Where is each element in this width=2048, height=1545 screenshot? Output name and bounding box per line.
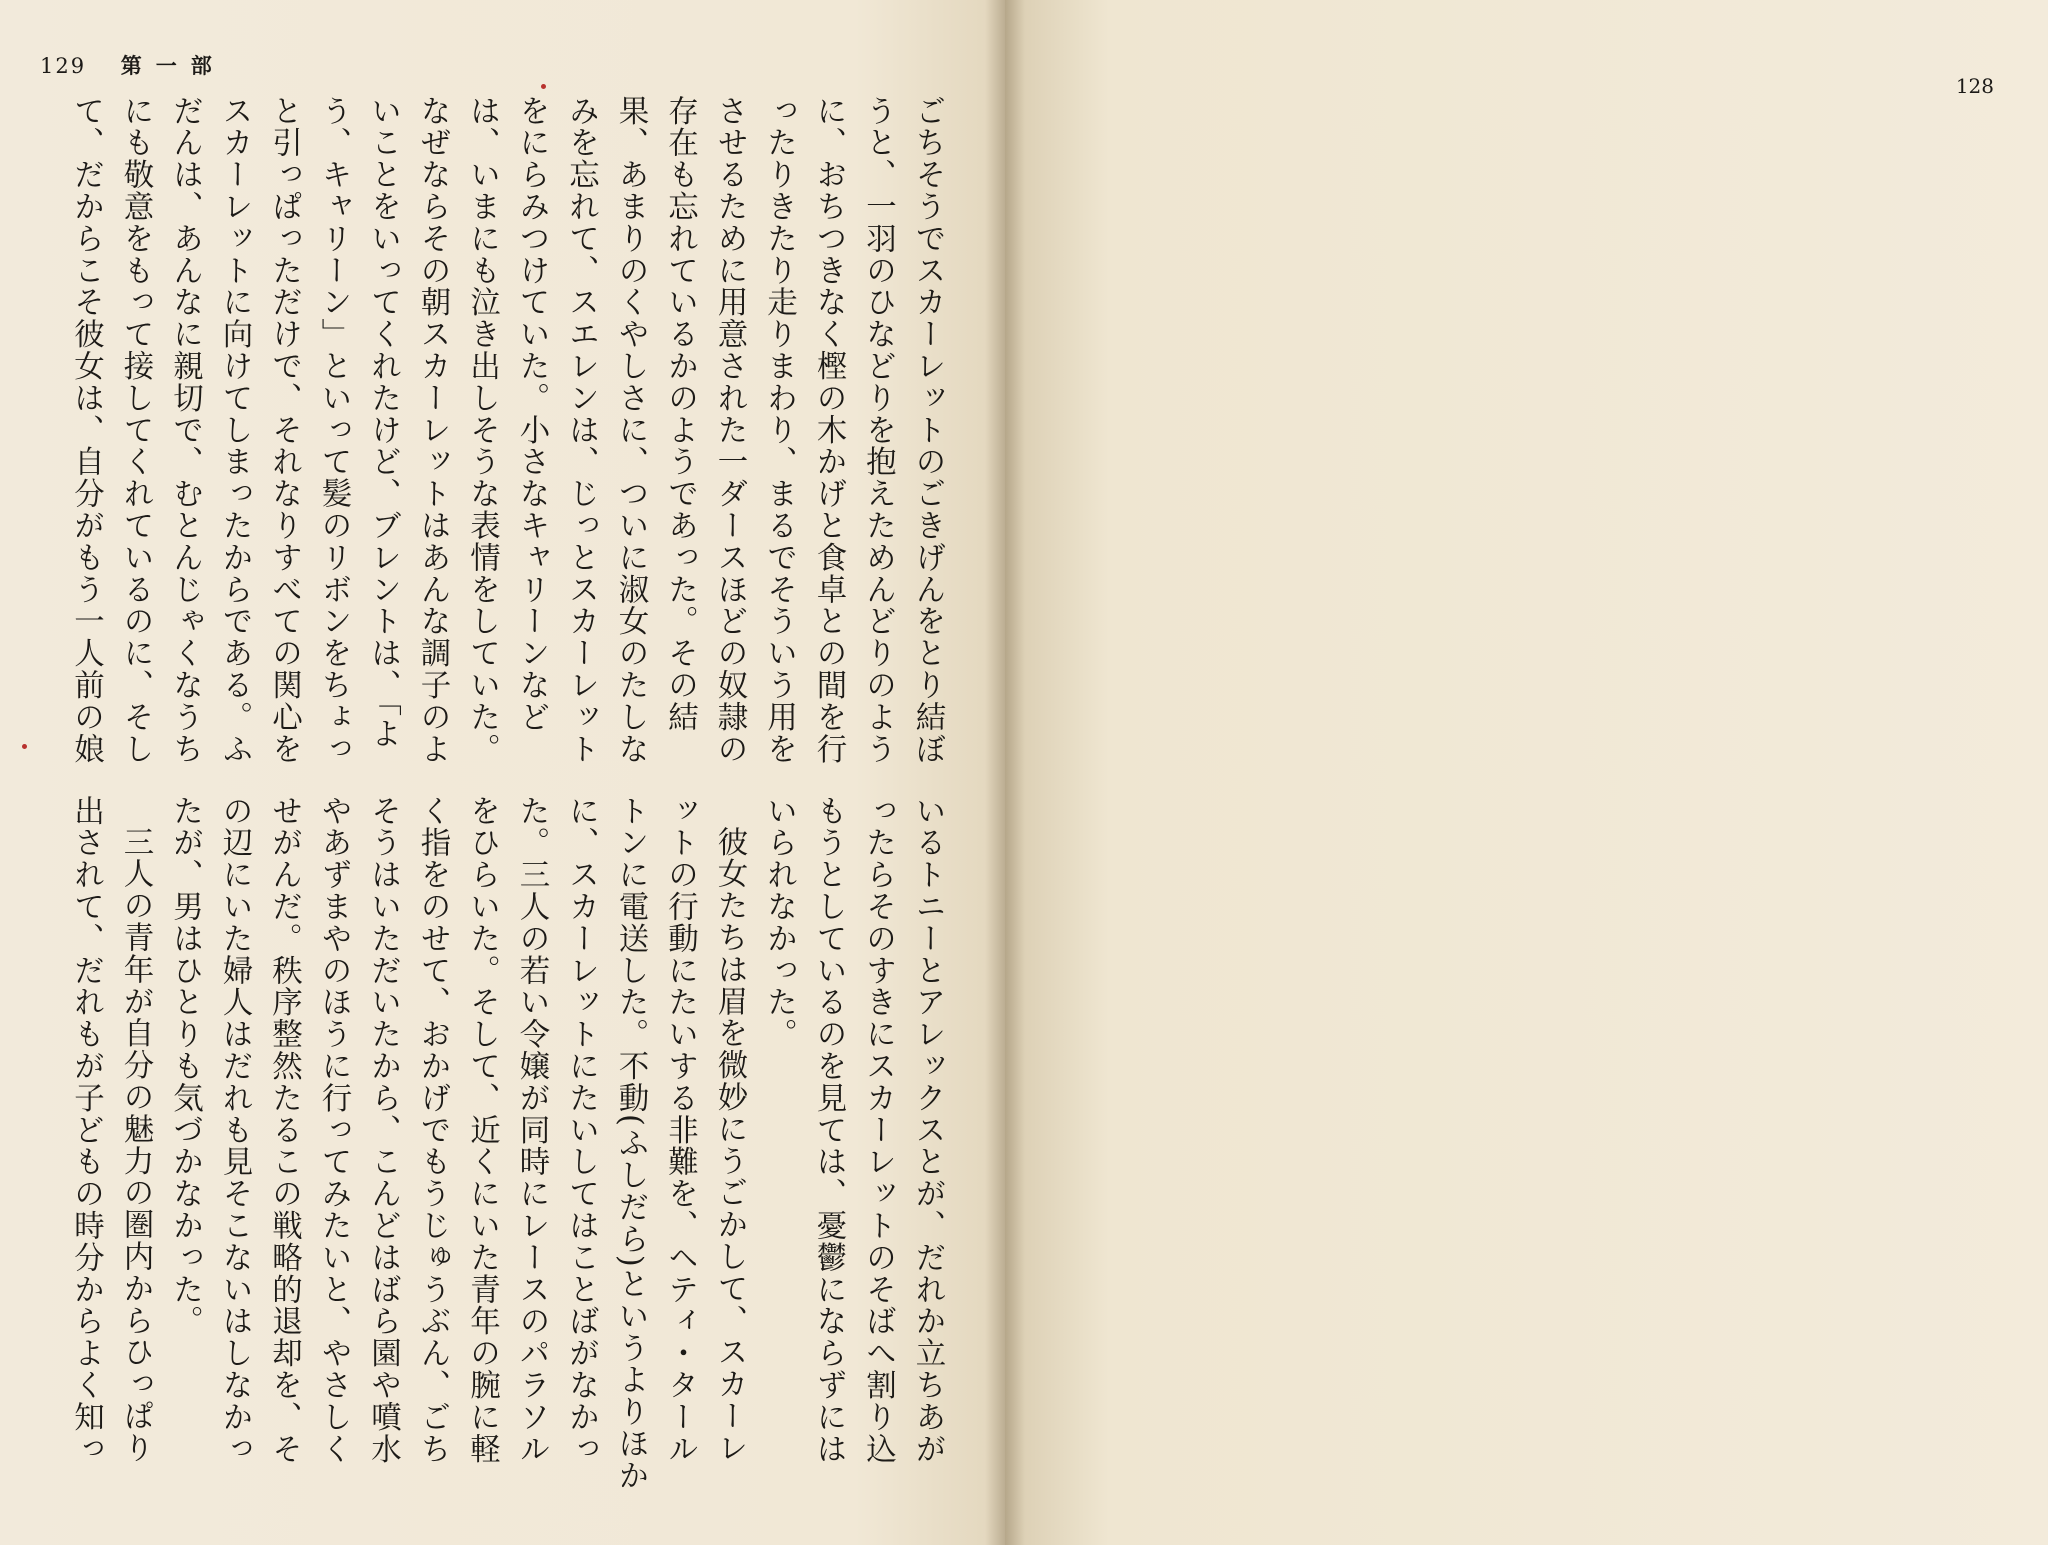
paragraph: 彼女たちは眉を微妙にうごかして、スカーレットの行動にたいする非難を、ヘティ・タールトンに電送した。不動(ふしだら)というよりほかに、スカーレットにたいしてはことばがなかった。三人の若い令嬢が同時にレースのパラソルをひらいた。そして、近くにいた青年の腕に軽く指をのせて、おかげでもうじゅうぶん、ごちそうはいただいたから、こんどはばら園や噴水やあずまやのほうに行ってみたいと、やさしくせがんだ。秩序整然たるこの戦略的退却を、その辺にいた婦人はだれも見そこないはしなかったが、男はひとりも気づかなかった。	[167, 795, 747, 1492]
left-page-number: 129	[40, 54, 87, 78]
ink-speck	[541, 84, 546, 89]
paragraph: 三人の青年が自分の魅力の圏内からひっぱり出されて、だれもが子どもの時分からよく知っ	[68, 795, 153, 1465]
left-lower-text	[60, 795, 952, 1495]
paragraph: いるトニーとアレックスとが、だれか立ちあがったらそのすきにスカーレットのそばへ割り込もうとしているのを見ては、憂鬱にならずにはいられなかった。	[761, 795, 945, 1465]
paragraph: ごちそうでスカーレットのごきげんをとり結ぼうと、一羽のひなどりを抱えためんどりのように、おちつきなく樫の木かげと食卓との間を行ったりきたり走りまわり、まるでそういう用をさせるために用意された一ダースほどの奴隷の存在も忘れているかのようであった。その結果、あまりのくやしさに、ついに淑女のたしなみを忘れて、スエレンは、じっとスカーレットをにらみつけていた。小さなキャリーンなどは、いまにも泣き出しそうな表情をしていた。なぜならその朝スカーレットはあんな調子のよいことをいってくれたけど、ブレントは、「よう、キャリーン」といって髪のリボンをちょっと引っぱっただけで、それなりすべての関心をスカーレットに向けてしまったからである。ふだんは、あんなに親切で、むとんじゃくなうちにも敬意をもって接してくれているのに、そして、だからこそ彼女は、自分がもう一人前の娘	[68, 95, 945, 765]
right-page	[1005, 0, 2048, 1545]
part-title: 第一部	[120, 53, 226, 78]
right-page-number: 128	[1955, 74, 1994, 98]
running-head	[40, 50, 226, 80]
left-upper-text	[60, 95, 952, 785]
left-page	[0, 0, 1005, 1545]
ink-speck	[22, 744, 27, 749]
